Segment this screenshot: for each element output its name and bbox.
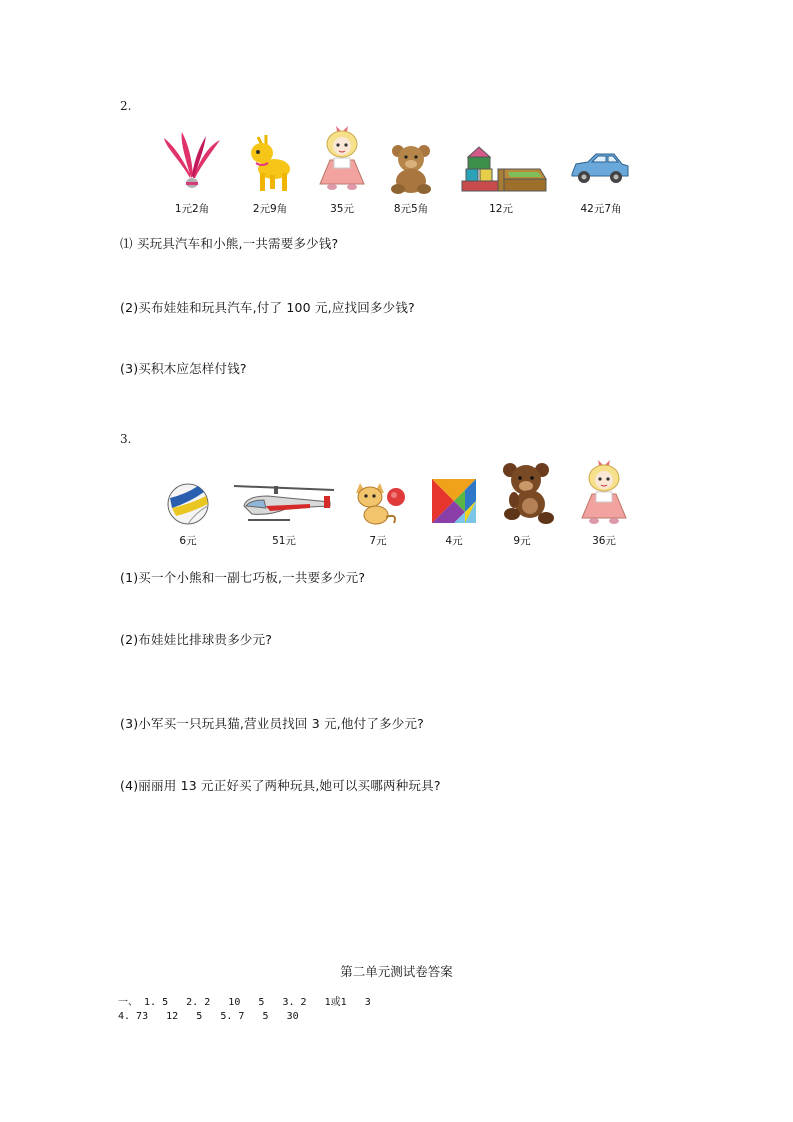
- volleyball-image: [166, 482, 210, 526]
- cloth-doll-image: [314, 122, 370, 192]
- toy-car-image: [568, 148, 632, 188]
- price-label: 8元5角: [393, 203, 429, 215]
- cloth-doll-image: [576, 456, 632, 526]
- answers-line-1: 一、 1. 5 2. 2 10 5 3. 2 1或1 3: [118, 997, 371, 1008]
- price-label: 2元9角: [252, 203, 288, 215]
- question-2-3: (3)买积木应怎样付钱?: [120, 361, 247, 376]
- price-label: 9元: [513, 535, 531, 547]
- price-label: 12元: [489, 203, 513, 215]
- price-label: 1元2角: [174, 203, 210, 215]
- price-label: 42元7角: [580, 203, 622, 215]
- question-2-2: (2)买布娃娃和玩具汽车,付了 100 元,应找回多少钱?: [120, 300, 415, 315]
- price-label: 4元: [445, 535, 463, 547]
- price-label: 35元: [330, 203, 354, 215]
- answers-line-2: 4. 73 12 5 5. 7 5 30: [118, 1011, 299, 1022]
- toy-cat-image: [354, 477, 410, 527]
- question-number-3: 3.: [120, 432, 132, 446]
- deer-image: [244, 133, 296, 195]
- question-3-1: (1)买一个小熊和一副七巧板,一共要多少元?: [120, 570, 366, 585]
- building-blocks-image: [458, 145, 548, 195]
- question-3-2: (2)布娃娃比排球贵多少元?: [120, 632, 273, 647]
- price-label: 7元: [369, 535, 387, 547]
- helicopter-image: [230, 478, 340, 526]
- bear-image: [500, 462, 556, 528]
- tangram-image: [432, 479, 476, 523]
- price-label: 6元: [179, 535, 197, 547]
- question-2-1: ⑴ 买玩具汽车和小熊,一共需要多少钱?: [120, 236, 339, 251]
- shuttlecock-image: [160, 130, 224, 192]
- answers-title: 第二单元测试卷答案: [340, 964, 453, 979]
- price-label: 51元: [272, 535, 296, 547]
- teddy-bear-image: [388, 143, 434, 195]
- price-label: 36元: [592, 535, 616, 547]
- question-number-2: 2.: [120, 99, 132, 113]
- question-3-4: (4)丽丽用 13 元正好买了两种玩具,她可以买哪两种玩具?: [120, 778, 441, 793]
- question-3-3: (3)小军买一只玩具猫,营业员找回 3 元,他付了多少元?: [120, 716, 424, 731]
